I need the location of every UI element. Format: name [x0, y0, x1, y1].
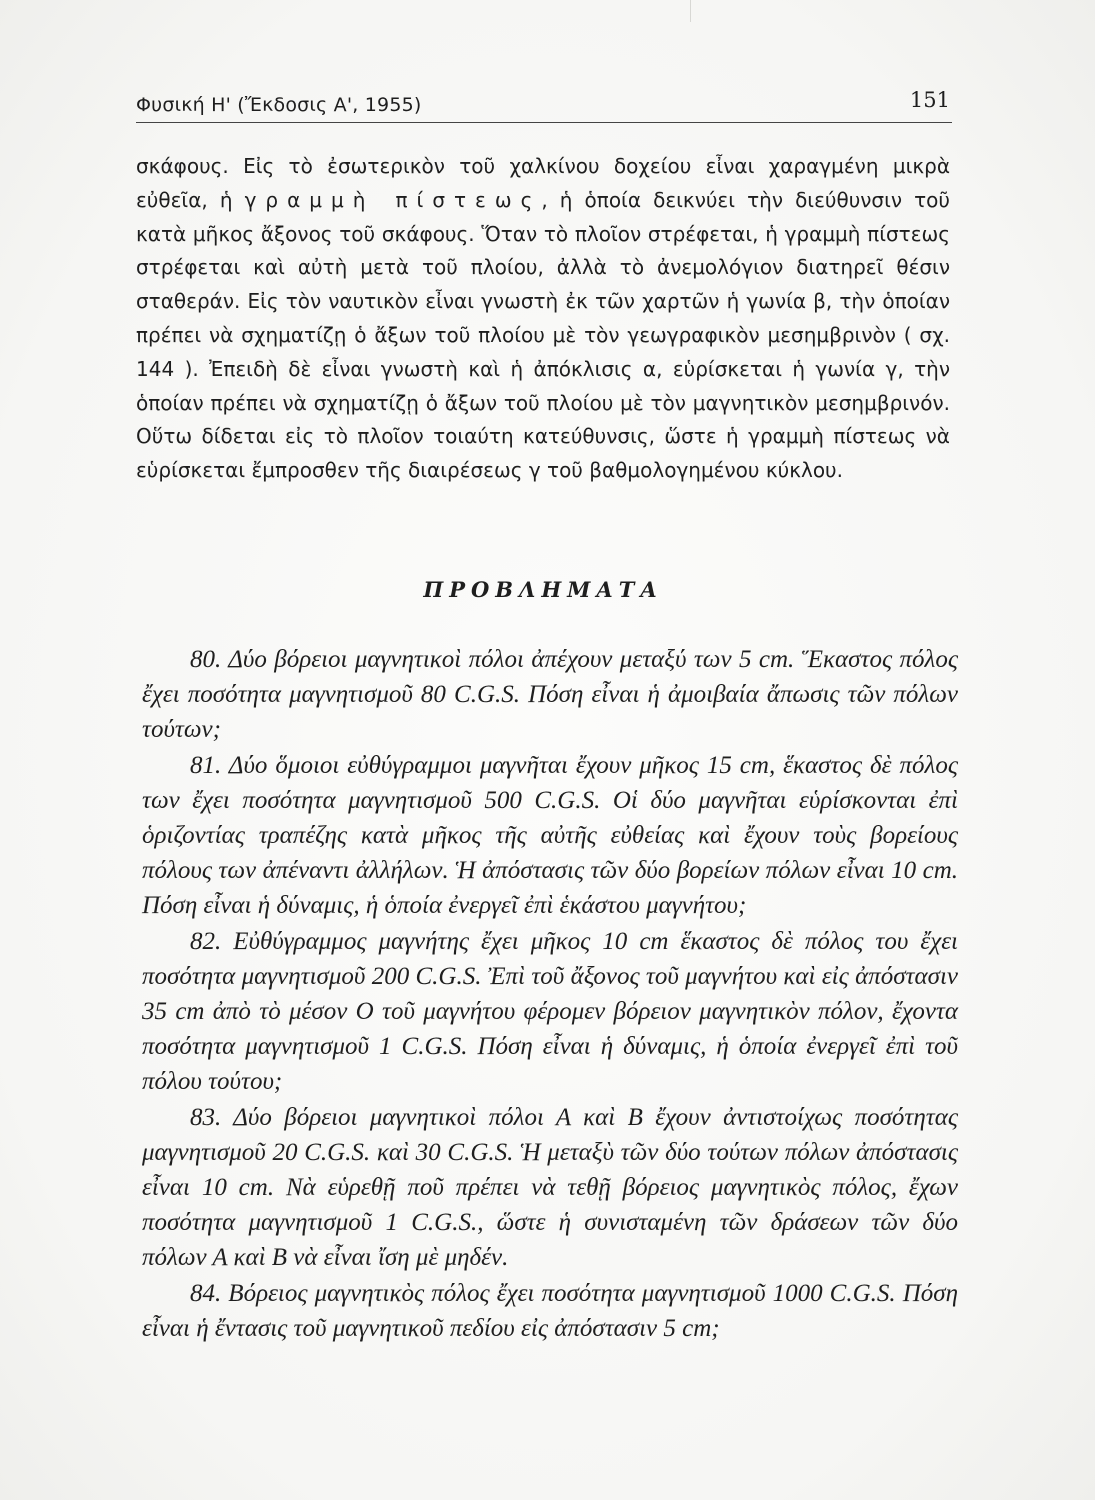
problem-80: 80. Δύο βόρειοι μαγνητικοὶ πόλοι ἀπέχουν μεταξύ των 5 cm. Ἕκαστος πόλος ἔχει ποσότητα μαγνητισμοῦ 80 C.G.S. Πόση εἶναι ἡ ἀμοιβαία ἄπωσις τῶν πόλων τούτων; [142, 646, 958, 744]
page-number: 151 [909, 88, 950, 112]
scan-gutter-mark [690, 0, 691, 22]
problem-list [142, 642, 958, 1346]
problem-82: 82. Εὐθύγραμμος μαγνήτης ἔχει μῆκος 10 cm ἕκαστος δὲ πόλος του ἔχει ποσότητα μαγνητισμοῦ 200 C.G.S. Ἐπὶ τοῦ ἄξονος τοῦ μαγνήτου καὶ εἰς ἀπόστασιν 35 cm ἀπὸ τὸ μέσον Ο τοῦ μαγνήτου φέρομεν βόρειον μαγνητικὸν πόλον, ἔχοντα ποσότητα μαγνητισμοῦ 1 C.G.S. Πόση εἶναι ἡ δύναμις, ἡ ὁποία ἐνεργεῖ ἐπὶ τοῦ πόλου τούτου; [142, 927, 958, 1096]
spaced-term: γραμμὴ πίστεως [244, 187, 542, 212]
page-header [136, 86, 956, 126]
problem-84: 84. Βόρειος μαγνητικὸς πόλος ἔχει ποσότητα μαγνητισμοῦ 1000 C.G.S. Πόση εἶναι ἡ ἔντασις τοῦ μαγνητικοῦ πεδίου εἰς ἀπόστασιν 5 cm; [142, 1279, 958, 1342]
running-title: Φυσική Η' (Ἔκδοσις Α', 1955) [136, 94, 422, 116]
body-text-part-2: , ἡ ὁποία δεικνύει τὴν διεύθυνσιν τοῦ κατὰ μῆκος ἄξονος τοῦ σκάφους. Ὅταν τὸ πλοῖον στρέφεται, ἡ γραμμὴ πίστεως στρέφεται καὶ αὐτὴ μετὰ τοῦ πλοίου, ἀλλὰ τὸ ἀνεμολόγιον διατηρεῖ θέσιν σταθεράν. Εἰς τὸν ναυτικὸν εἶναι γνωστὴ ἐκ τῶν χαρτῶν ἡ γωνία β, τὴν ὁποίαν πρέπει νὰ σχηματίζῃ ὁ ἄξων τοῦ πλοίου μὲ τὸν γεωγραφικὸν μεσημβρινὸν ( σχ. 144 ). Ἐπειδὴ δὲ εἶναι γνωστὴ καὶ ἡ ἀπόκλισις α, εὑρίσκεται ἡ γωνία γ, τὴν ὁποίαν πρέπει νὰ σχηματίζῃ ὁ ἄξων τοῦ πλοίου μὲ τὸν μαγνητικὸν μεσημβρινόν. Οὕτω δίδεται εἰς τὸ πλοῖον τοιαύτη κατεύθυνσις, ὥστε ἡ γραμμὴ πίστεως νὰ εὑρίσκεται ἔμπροσθεν τῆς διαιρέσεως γ τοῦ βαθμολογημένου κύκλου. [136, 187, 950, 483]
problem-83: 83. Δύο βόρειοι μαγνητικοὶ πόλοι Α καὶ Β ἔχουν ἀντιστοίχως ποσότητας μαγνητισμοῦ 20 C.G.S. καὶ 30 C.G.S. Ἡ μεταξὺ τῶν δύο τούτων πόλων ἀπόστασις εἶναι 10 cm. Νὰ εὑρεθῇ ποῦ πρέπει νὰ τεθῇ βόρειος μαγνητικὸς πόλος, ἔχων ποσότητα μαγνητισμοῦ 1 C.G.S., ὥστε ἡ συνισταμένη τῶν δράσεων τῶν δύο πόλων Α καὶ Β νὰ εἶναι ἴση μὲ μηδέν. [142, 1103, 958, 1272]
section-title: ΠΡΟΒΛΗΜΑΤΑ [423, 577, 663, 602]
body-text-part-1: σκάφους. Εἰς τὸ ἐσωτερικὸν τοῦ χαλκίνου δοχείου εἶναι χαραγμένη μικρὰ εὐθεῖα, ἡ [136, 154, 950, 212]
body-paragraph [136, 150, 950, 488]
problem-81: 81. Δύο ὅμοιοι εὐθύγραμμοι μαγνῆται ἔχουν μῆκος 15 cm, ἕκαστος δὲ πόλος των ἔχει ποσότητα μαγνητισμοῦ 500 C.G.S. Οἱ δύο μαγνῆται εὑρίσκονται ἐπὶ ὁριζοντίας τραπέζης κατὰ μῆκος τῆς αὐτῆς εὐθείας καὶ ἔχουν τοὺς βορείους πόλους των ἀπέναντι ἀλλήλων. Ἡ ἀπόστασις τῶν δύο βορείων πόλων εἶναι 10 cm. Πόση εἶναι ἡ δύναμις, ἡ ὁποία ἐνεργεῖ ἐπὶ ἑκάστου μαγνήτου; [142, 751, 958, 920]
header-rule [136, 122, 952, 123]
